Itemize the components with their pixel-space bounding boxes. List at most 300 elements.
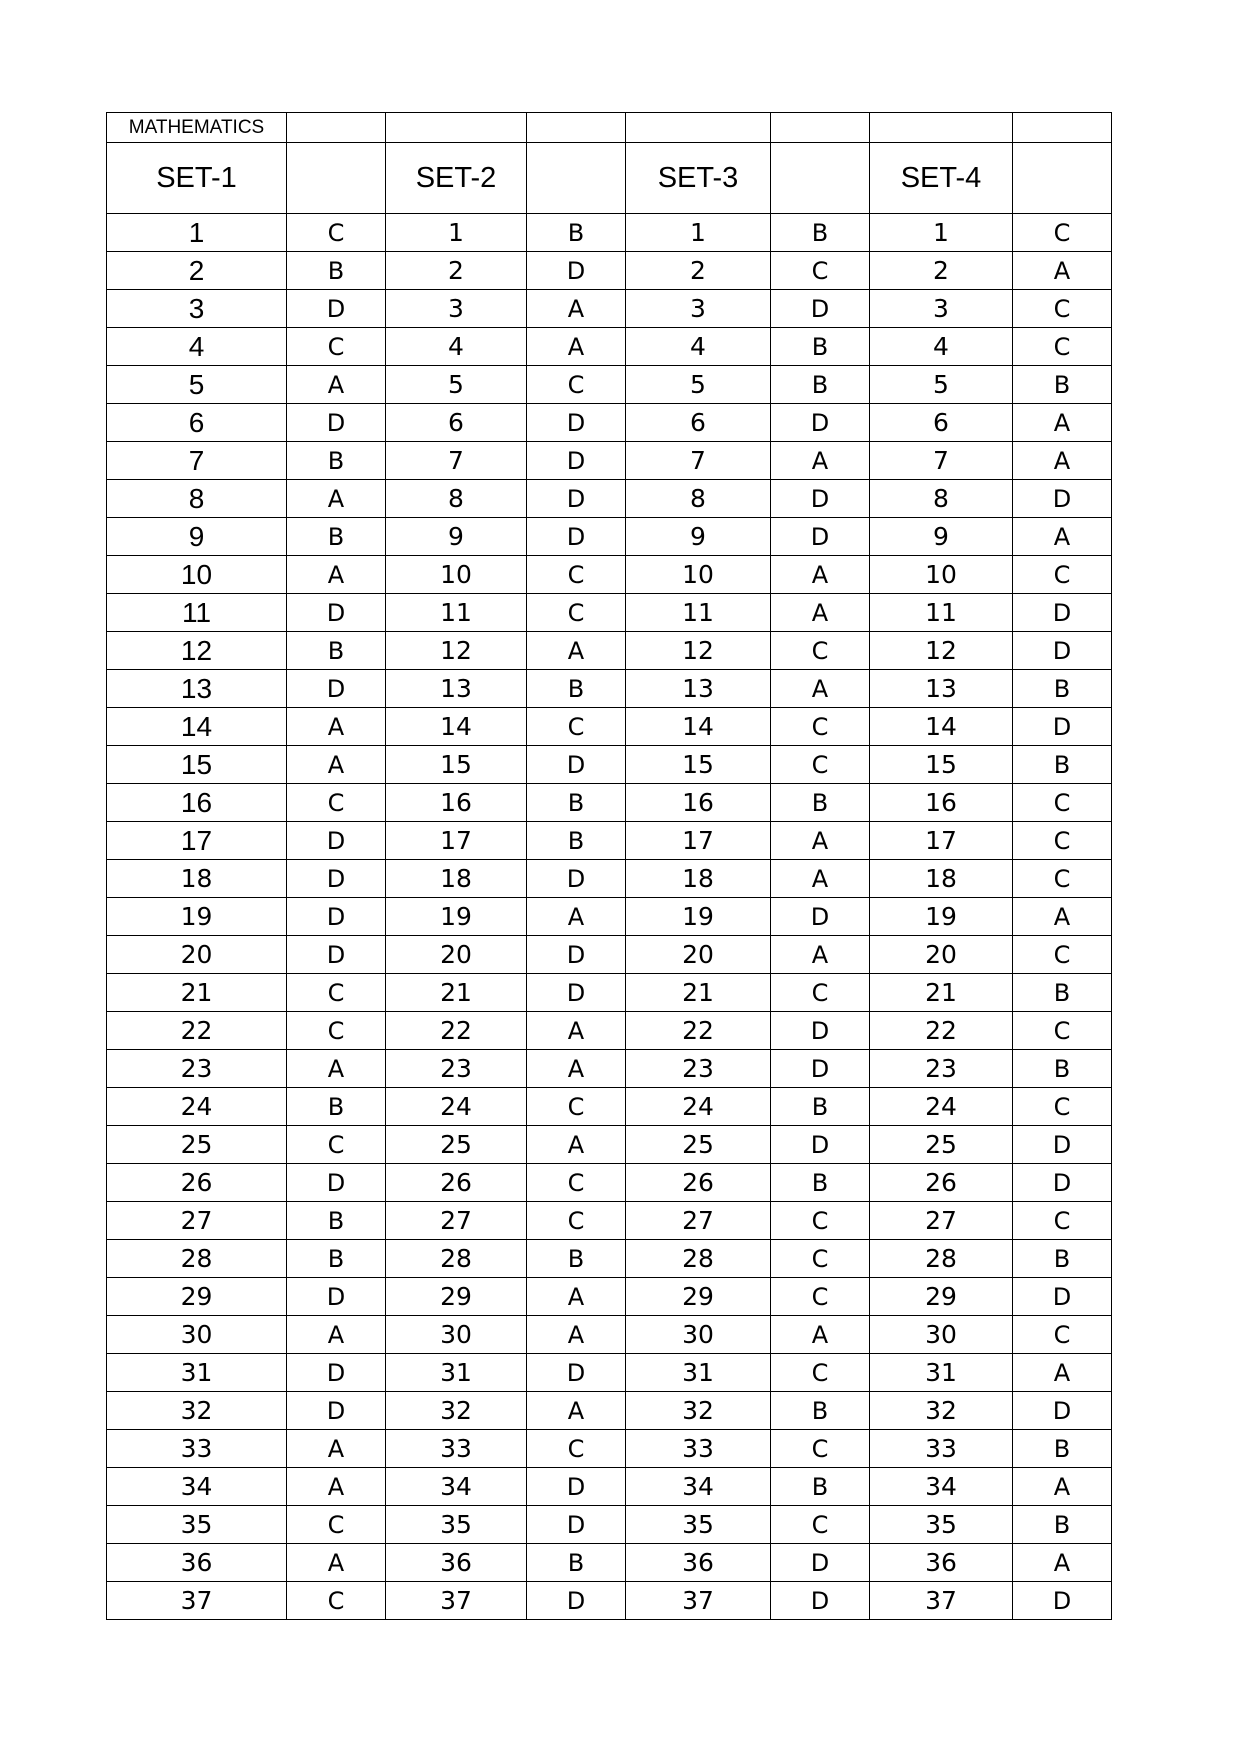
answer-letter: C xyxy=(527,366,626,404)
answer-letter: C xyxy=(1013,328,1112,366)
question-number: 2 xyxy=(107,252,287,290)
answer-letter: B xyxy=(527,1544,626,1582)
answer-row xyxy=(107,1050,1112,1088)
answer-letter: A xyxy=(771,594,870,632)
question-number: 5 xyxy=(107,366,287,404)
answer-row xyxy=(107,556,1112,594)
question-number: 7 xyxy=(870,442,1013,480)
question-number: 32 xyxy=(626,1392,771,1430)
answer-letter: C xyxy=(287,974,386,1012)
question-number: 6 xyxy=(386,404,527,442)
answer-letter: A xyxy=(1013,1354,1112,1392)
question-number: 17 xyxy=(386,822,527,860)
question-number: 15 xyxy=(870,746,1013,784)
question-number: 5 xyxy=(870,366,1013,404)
answer-letter: A xyxy=(287,746,386,784)
answer-letter: B xyxy=(771,366,870,404)
answer-letter: D xyxy=(527,974,626,1012)
answer-row xyxy=(107,328,1112,366)
answer-letter: D xyxy=(527,442,626,480)
answer-letter: C xyxy=(1013,556,1112,594)
question-number: 35 xyxy=(870,1506,1013,1544)
question-number: 17 xyxy=(626,822,771,860)
answer-letter: D xyxy=(527,1506,626,1544)
question-number: 8 xyxy=(107,480,287,518)
answer-letter: B xyxy=(771,328,870,366)
answer-row xyxy=(107,1240,1112,1278)
question-number: 34 xyxy=(870,1468,1013,1506)
question-number: 29 xyxy=(870,1278,1013,1316)
answer-row xyxy=(107,670,1112,708)
question-number: 23 xyxy=(626,1050,771,1088)
answer-letter: C xyxy=(287,214,386,252)
question-number: 9 xyxy=(870,518,1013,556)
question-number: 35 xyxy=(386,1506,527,1544)
answer-row xyxy=(107,1582,1112,1620)
answer-letter: D xyxy=(287,1392,386,1430)
question-number: 13 xyxy=(107,670,287,708)
answer-row xyxy=(107,404,1112,442)
question-number: 11 xyxy=(626,594,771,632)
answer-letter: A xyxy=(527,290,626,328)
answer-letter: D xyxy=(771,1050,870,1088)
question-number: 23 xyxy=(870,1050,1013,1088)
question-number: 10 xyxy=(626,556,771,594)
answer-letter: A xyxy=(527,1050,626,1088)
answer-letter: D xyxy=(527,252,626,290)
answer-letter: B xyxy=(771,1164,870,1202)
answer-letter: D xyxy=(1013,1164,1112,1202)
answer-letter: C xyxy=(287,1582,386,1620)
answer-letter: C xyxy=(527,1088,626,1126)
answer-row xyxy=(107,898,1112,936)
answer-letter: C xyxy=(287,1012,386,1050)
question-number: 17 xyxy=(870,822,1013,860)
question-number: 32 xyxy=(386,1392,527,1430)
answer-letter: D xyxy=(527,936,626,974)
answer-letter: B xyxy=(1013,746,1112,784)
question-number: 30 xyxy=(626,1316,771,1354)
answer-letter: C xyxy=(527,594,626,632)
answer-key-table xyxy=(106,112,1112,1620)
question-number: 29 xyxy=(107,1278,287,1316)
answer-letter: C xyxy=(771,1240,870,1278)
answer-row xyxy=(107,822,1112,860)
question-number: 37 xyxy=(870,1582,1013,1620)
empty-cell xyxy=(386,113,527,143)
question-number: 9 xyxy=(107,518,287,556)
answer-row xyxy=(107,1126,1112,1164)
question-number: 21 xyxy=(107,974,287,1012)
question-number: 17 xyxy=(107,822,287,860)
answer-letter: C xyxy=(1013,1012,1112,1050)
question-number: 27 xyxy=(107,1202,287,1240)
answer-letter: B xyxy=(771,214,870,252)
answer-letter: C xyxy=(771,1430,870,1468)
question-number: 27 xyxy=(870,1202,1013,1240)
question-number: 30 xyxy=(870,1316,1013,1354)
answer-letter: D xyxy=(527,404,626,442)
answer-letter: C xyxy=(527,556,626,594)
answer-letter: B xyxy=(287,518,386,556)
empty-cell xyxy=(1013,143,1112,214)
answer-letter: D xyxy=(1013,1126,1112,1164)
answer-letter: C xyxy=(771,252,870,290)
question-number: 33 xyxy=(626,1430,771,1468)
answer-letter: B xyxy=(771,1468,870,1506)
empty-cell xyxy=(1013,113,1112,143)
answer-row xyxy=(107,1430,1112,1468)
answer-letter: C xyxy=(771,1202,870,1240)
answer-letter: D xyxy=(1013,1582,1112,1620)
question-number: 30 xyxy=(386,1316,527,1354)
answer-letter: C xyxy=(771,632,870,670)
answer-letter: A xyxy=(527,898,626,936)
answer-letter: D xyxy=(287,822,386,860)
question-number: 33 xyxy=(386,1430,527,1468)
answer-letter: A xyxy=(771,822,870,860)
answer-letter: A xyxy=(527,1126,626,1164)
answer-letter: C xyxy=(287,328,386,366)
question-number: 2 xyxy=(386,252,527,290)
question-number: 19 xyxy=(386,898,527,936)
answer-letter: D xyxy=(1013,1278,1112,1316)
answer-letter: D xyxy=(1013,632,1112,670)
question-number: 25 xyxy=(626,1126,771,1164)
question-number: 3 xyxy=(386,290,527,328)
answer-letter: C xyxy=(1013,860,1112,898)
question-number: 22 xyxy=(107,1012,287,1050)
answer-letter: D xyxy=(771,1544,870,1582)
answer-letter: D xyxy=(287,1164,386,1202)
question-number: 14 xyxy=(107,708,287,746)
question-number: 22 xyxy=(626,1012,771,1050)
answer-letter: D xyxy=(771,480,870,518)
answer-letter: D xyxy=(771,1012,870,1050)
answer-row xyxy=(107,480,1112,518)
answer-letter: B xyxy=(287,1202,386,1240)
answer-row xyxy=(107,290,1112,328)
question-number: 8 xyxy=(626,480,771,518)
question-number: 36 xyxy=(107,1544,287,1582)
question-number: 4 xyxy=(386,328,527,366)
answer-letter: D xyxy=(527,860,626,898)
answer-letter: A xyxy=(771,670,870,708)
answer-letter: D xyxy=(527,480,626,518)
answer-row xyxy=(107,1012,1112,1050)
answer-letter: C xyxy=(287,1506,386,1544)
answer-letter: C xyxy=(527,1202,626,1240)
question-number: 31 xyxy=(386,1354,527,1392)
empty-cell xyxy=(287,113,386,143)
empty-cell xyxy=(626,113,771,143)
answer-letter: C xyxy=(1013,936,1112,974)
question-number: 34 xyxy=(386,1468,527,1506)
question-number: 18 xyxy=(870,860,1013,898)
question-number: 22 xyxy=(386,1012,527,1050)
question-number: 32 xyxy=(107,1392,287,1430)
answer-letter: D xyxy=(527,1582,626,1620)
question-number: 12 xyxy=(386,632,527,670)
answer-letter: D xyxy=(287,1354,386,1392)
answer-row xyxy=(107,784,1112,822)
answer-letter: D xyxy=(287,936,386,974)
set-header-row xyxy=(107,143,1112,214)
answer-letter: C xyxy=(287,784,386,822)
answer-letter: D xyxy=(527,518,626,556)
question-number: 36 xyxy=(626,1544,771,1582)
answer-letter: A xyxy=(287,1430,386,1468)
question-number: 4 xyxy=(107,328,287,366)
answer-letter: A xyxy=(1013,404,1112,442)
question-number: 18 xyxy=(386,860,527,898)
question-number: 28 xyxy=(386,1240,527,1278)
answer-letter: C xyxy=(1013,214,1112,252)
question-number: 20 xyxy=(626,936,771,974)
answer-letter: C xyxy=(1013,822,1112,860)
answer-letter: A xyxy=(1013,252,1112,290)
question-number: 37 xyxy=(107,1582,287,1620)
question-number: 8 xyxy=(386,480,527,518)
answer-row xyxy=(107,1316,1112,1354)
question-number: 4 xyxy=(870,328,1013,366)
answer-row xyxy=(107,708,1112,746)
question-number: 21 xyxy=(386,974,527,1012)
question-number: 24 xyxy=(870,1088,1013,1126)
question-number: 14 xyxy=(386,708,527,746)
answer-letter: D xyxy=(771,1126,870,1164)
answer-row xyxy=(107,632,1112,670)
question-number: 34 xyxy=(626,1468,771,1506)
answer-letter: D xyxy=(287,290,386,328)
question-number: 1 xyxy=(386,214,527,252)
answer-letter: A xyxy=(527,328,626,366)
empty-cell xyxy=(771,113,870,143)
answer-letter: B xyxy=(287,1240,386,1278)
answer-letter: D xyxy=(771,898,870,936)
answer-letter: C xyxy=(527,1164,626,1202)
answer-letter: A xyxy=(287,708,386,746)
question-number: 25 xyxy=(107,1126,287,1164)
question-number: 11 xyxy=(386,594,527,632)
answer-letter: A xyxy=(287,1050,386,1088)
answer-letter: C xyxy=(527,1430,626,1468)
answer-row xyxy=(107,974,1112,1012)
question-number: 10 xyxy=(386,556,527,594)
answer-letter: D xyxy=(287,1278,386,1316)
question-number: 11 xyxy=(870,594,1013,632)
question-number: 12 xyxy=(107,632,287,670)
answer-letter: A xyxy=(527,1012,626,1050)
question-number: 1 xyxy=(107,214,287,252)
answer-row xyxy=(107,1354,1112,1392)
answer-letter: A xyxy=(287,1316,386,1354)
answer-letter: D xyxy=(527,1468,626,1506)
question-number: 19 xyxy=(626,898,771,936)
question-number: 3 xyxy=(107,290,287,328)
question-number: 7 xyxy=(386,442,527,480)
question-number: 3 xyxy=(870,290,1013,328)
question-number: 28 xyxy=(626,1240,771,1278)
question-number: 32 xyxy=(870,1392,1013,1430)
question-number: 33 xyxy=(870,1430,1013,1468)
answer-row xyxy=(107,936,1112,974)
answer-row xyxy=(107,1278,1112,1316)
question-number: 36 xyxy=(870,1544,1013,1582)
question-number: 5 xyxy=(386,366,527,404)
question-number: 16 xyxy=(107,784,287,822)
question-number: 5 xyxy=(626,366,771,404)
question-number: 10 xyxy=(107,556,287,594)
question-number: 14 xyxy=(870,708,1013,746)
question-number: 23 xyxy=(386,1050,527,1088)
answer-letter: A xyxy=(1013,898,1112,936)
empty-cell xyxy=(870,113,1013,143)
question-number: 35 xyxy=(626,1506,771,1544)
question-number: 10 xyxy=(870,556,1013,594)
question-number: 37 xyxy=(386,1582,527,1620)
answer-letter: B xyxy=(527,784,626,822)
empty-cell xyxy=(287,143,386,214)
question-number: 31 xyxy=(870,1354,1013,1392)
answer-letter: C xyxy=(1013,290,1112,328)
answer-letter: D xyxy=(1013,1392,1112,1430)
subject-title: MATHEMATICS xyxy=(107,113,287,143)
question-number: 27 xyxy=(626,1202,771,1240)
question-number: 4 xyxy=(626,328,771,366)
answer-letter: B xyxy=(527,670,626,708)
question-number: 26 xyxy=(386,1164,527,1202)
question-number: 26 xyxy=(870,1164,1013,1202)
answer-letter: A xyxy=(287,480,386,518)
subject-row xyxy=(107,113,1112,143)
question-number: 13 xyxy=(386,670,527,708)
question-number: 7 xyxy=(626,442,771,480)
answer-row xyxy=(107,366,1112,404)
empty-cell xyxy=(771,143,870,214)
answer-letter: B xyxy=(771,1088,870,1126)
answer-letter: B xyxy=(1013,366,1112,404)
answer-letter: D xyxy=(1013,480,1112,518)
question-number: 28 xyxy=(107,1240,287,1278)
answer-letter: B xyxy=(1013,974,1112,1012)
question-number: 26 xyxy=(626,1164,771,1202)
answer-letter: B xyxy=(1013,1506,1112,1544)
answer-letter: D xyxy=(1013,708,1112,746)
question-number: 20 xyxy=(870,936,1013,974)
question-number: 30 xyxy=(107,1316,287,1354)
answer-letter: B xyxy=(287,1088,386,1126)
question-number: 7 xyxy=(107,442,287,480)
answer-letter: B xyxy=(287,252,386,290)
answer-letter: C xyxy=(1013,1316,1112,1354)
answer-letter: A xyxy=(771,1316,870,1354)
answer-letter: D xyxy=(771,404,870,442)
question-number: 6 xyxy=(626,404,771,442)
question-number: 23 xyxy=(107,1050,287,1088)
answer-letter: D xyxy=(1013,594,1112,632)
answer-letter: D xyxy=(527,1354,626,1392)
answer-letter: A xyxy=(1013,1468,1112,1506)
question-number: 25 xyxy=(386,1126,527,1164)
question-number: 21 xyxy=(626,974,771,1012)
question-number: 16 xyxy=(626,784,771,822)
answer-letter: D xyxy=(771,518,870,556)
answer-letter: A xyxy=(771,860,870,898)
question-number: 3 xyxy=(626,290,771,328)
question-number: 34 xyxy=(107,1468,287,1506)
empty-cell xyxy=(527,143,626,214)
question-number: 18 xyxy=(626,860,771,898)
answer-letter: B xyxy=(1013,1240,1112,1278)
answer-row xyxy=(107,1544,1112,1582)
question-number: 20 xyxy=(107,936,287,974)
answer-letter: C xyxy=(771,746,870,784)
question-number: 29 xyxy=(626,1278,771,1316)
answer-letter: D xyxy=(287,594,386,632)
answer-letter: C xyxy=(1013,1202,1112,1240)
answer-letter: A xyxy=(771,442,870,480)
answer-row xyxy=(107,1088,1112,1126)
answer-letter: A xyxy=(527,632,626,670)
question-number: 21 xyxy=(870,974,1013,1012)
answer-letter: A xyxy=(287,556,386,594)
set-1-header: SET-1 xyxy=(107,143,287,214)
answer-row xyxy=(107,746,1112,784)
answer-row xyxy=(107,518,1112,556)
question-number: 37 xyxy=(626,1582,771,1620)
answer-letter: A xyxy=(527,1316,626,1354)
question-number: 29 xyxy=(386,1278,527,1316)
answer-letter: A xyxy=(1013,442,1112,480)
answer-letter: B xyxy=(287,442,386,480)
answer-row xyxy=(107,860,1112,898)
question-number: 22 xyxy=(870,1012,1013,1050)
answer-letter: A xyxy=(1013,1544,1112,1582)
answer-letter: A xyxy=(527,1392,626,1430)
question-number: 27 xyxy=(386,1202,527,1240)
answer-row xyxy=(107,1468,1112,1506)
question-number: 1 xyxy=(870,214,1013,252)
answer-letter: C xyxy=(1013,1088,1112,1126)
answer-letter: A xyxy=(287,1468,386,1506)
answer-letter: C xyxy=(771,1354,870,1392)
question-number: 31 xyxy=(626,1354,771,1392)
answer-letter: B xyxy=(771,784,870,822)
answer-letter: D xyxy=(287,670,386,708)
question-number: 12 xyxy=(626,632,771,670)
answer-row xyxy=(107,442,1112,480)
answer-letter: A xyxy=(771,936,870,974)
empty-cell xyxy=(527,113,626,143)
question-number: 26 xyxy=(107,1164,287,1202)
question-number: 18 xyxy=(107,860,287,898)
answer-row xyxy=(107,594,1112,632)
answer-letter: A xyxy=(771,556,870,594)
answer-letter: D xyxy=(287,898,386,936)
question-number: 12 xyxy=(870,632,1013,670)
answer-letter: C xyxy=(287,1126,386,1164)
question-number: 16 xyxy=(870,784,1013,822)
answer-letter: C xyxy=(1013,784,1112,822)
answer-row xyxy=(107,1392,1112,1430)
question-number: 13 xyxy=(870,670,1013,708)
question-number: 6 xyxy=(870,404,1013,442)
question-number: 15 xyxy=(107,746,287,784)
question-number: 24 xyxy=(626,1088,771,1126)
question-number: 28 xyxy=(870,1240,1013,1278)
answer-letter: B xyxy=(1013,1050,1112,1088)
